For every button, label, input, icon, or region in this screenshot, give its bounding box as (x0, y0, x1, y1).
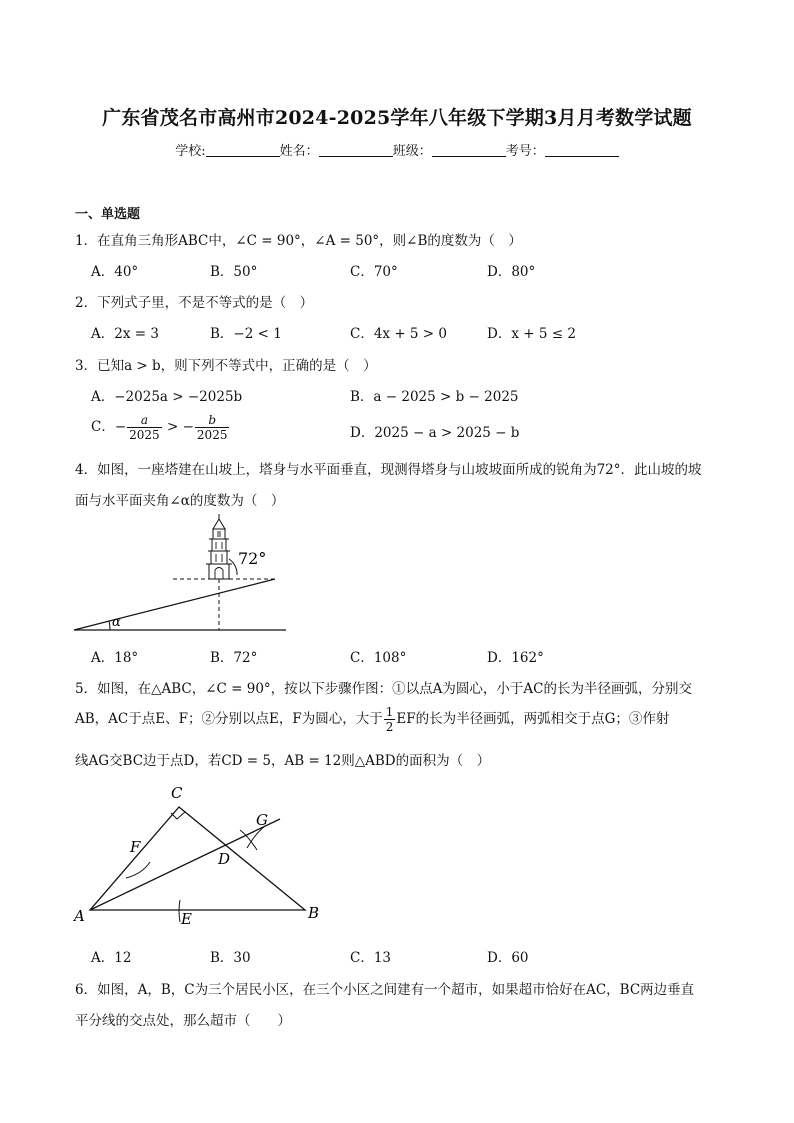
q2-option-d: D．x + 5 ≤ 2 (487, 326, 576, 342)
q5-stem-line1: 5．如图，在△ABC，∠C = 90°，按以下步骤作图：①以点A为圆心，小于AC的长为半径画弧，分别交 (75, 681, 693, 697)
student-info-line (0, 140, 794, 159)
fraction-numerator: a (127, 413, 162, 428)
q3-option-d: D．2025 − a > 2025 − b (350, 425, 520, 441)
q5-label-e: E (181, 910, 192, 928)
q5-label-c: C (171, 784, 183, 802)
fraction-denominator: 2 (385, 720, 394, 734)
q2-option-c: C．4x + 5 > 0 (350, 326, 447, 342)
q4-stem-line2: 面与水平面夹角∠α的度数为（ ） (75, 493, 285, 509)
q5-figure-triangle-bisector (70, 780, 320, 930)
fraction-numerator: b (195, 413, 230, 428)
q5-option-b: B．30 (210, 950, 251, 966)
q4-alpha-label: α (112, 615, 121, 630)
q1-option-a: A．40° (91, 264, 139, 280)
q4-option-a: A．18° (91, 650, 139, 666)
fraction-numerator: 1 (385, 705, 394, 719)
q3-stem: 3．已知a > b，则下列不等式中，正确的是（ ） (75, 358, 377, 374)
q2-stem: 2．下列式子里，不是不等式的是（ ） (75, 295, 314, 311)
section-heading: 一、单选题 (75, 207, 141, 222)
q5-label-b: B (308, 904, 320, 922)
q5-option-c: C．13 (350, 950, 392, 966)
school-label: 学校: (175, 144, 206, 159)
q5-label-a: A (74, 907, 85, 925)
number-label: 考号： (505, 144, 545, 159)
q1-stem: 1．在直角三角形ABC中，∠C = 90°，∠A = 50°，则∠B的度数为（ ） (75, 233, 522, 249)
fraction-denominator: 2025 (196, 428, 228, 442)
name-blank[interactable] (319, 144, 393, 157)
q5-option-a: A．12 (91, 950, 132, 966)
q3-option-c-middle: > − (162, 419, 194, 435)
q3-option-c (91, 413, 230, 442)
q4-figure-tower-on-slope (70, 512, 290, 636)
q1-option-d: D．80° (487, 264, 536, 280)
q4-angle-label: 72° (238, 549, 267, 568)
exam-title: 广东省茂名市高州市2024-2025学年八年级下学期3月月考数学试题 (102, 107, 692, 129)
class-blank[interactable] (432, 144, 506, 157)
q3-option-a: A．−2025a > −2025b (91, 389, 243, 405)
number-blank[interactable] (545, 144, 619, 157)
q6-stem-line1: 6．如图，A，B，C为三个居民小区，在三个小区之间建有一个超市，如果超市恰好在AC，BC两边垂直 (75, 982, 695, 998)
q5-stem-line3: 线AG交BC边于点D，若CD = 5，AB = 12则△ABD的面积为（ ） (75, 753, 491, 769)
q5-stem-line2 (75, 705, 669, 734)
q4-option-d: D．162° (487, 650, 544, 666)
q5-label-d: D (218, 850, 231, 868)
q3-option-c-fraction-a (127, 413, 162, 442)
fraction-denominator: 2025 (129, 428, 160, 442)
q1-option-b: B．50° (210, 264, 258, 280)
class-label: 班级： (392, 144, 432, 159)
q4-option-b: B．72° (210, 650, 258, 666)
school-blank[interactable] (206, 144, 280, 157)
q5-label-g: G (256, 811, 268, 829)
q2-option-a: A．2x = 3 (91, 326, 159, 342)
q3-option-c-fraction-b (195, 413, 230, 442)
q1-option-c: C．70° (350, 264, 398, 280)
q5-half-fraction (384, 705, 396, 734)
q2-option-b: B．−2 < 1 (210, 326, 282, 342)
q4-option-c: C．108° (350, 650, 407, 666)
q5-label-f: F (130, 838, 141, 856)
q6-stem-line2: 平分线的交点处，那么超市（ ） (75, 1013, 291, 1029)
q3-option-c-prefix: C．− (91, 419, 127, 435)
q5-option-d: D．60 (487, 950, 529, 966)
q4-stem-line1: 4．如图，一座塔建在山坡上，塔身与水平面垂直，现测得塔身与山坡坡面所成的锐角为72°．此山坡的坡 (75, 462, 702, 478)
q5-line2-pre: AB，AC于点E、F；②分别以点E，F为圆心，大于 (75, 711, 383, 727)
q5-line2-post: EF的长为半径画弧，两弧相交于点G；③作射 (396, 711, 670, 727)
q3-option-b: B．a − 2025 > b − 2025 (350, 389, 519, 405)
name-label: 姓名： (279, 144, 319, 159)
